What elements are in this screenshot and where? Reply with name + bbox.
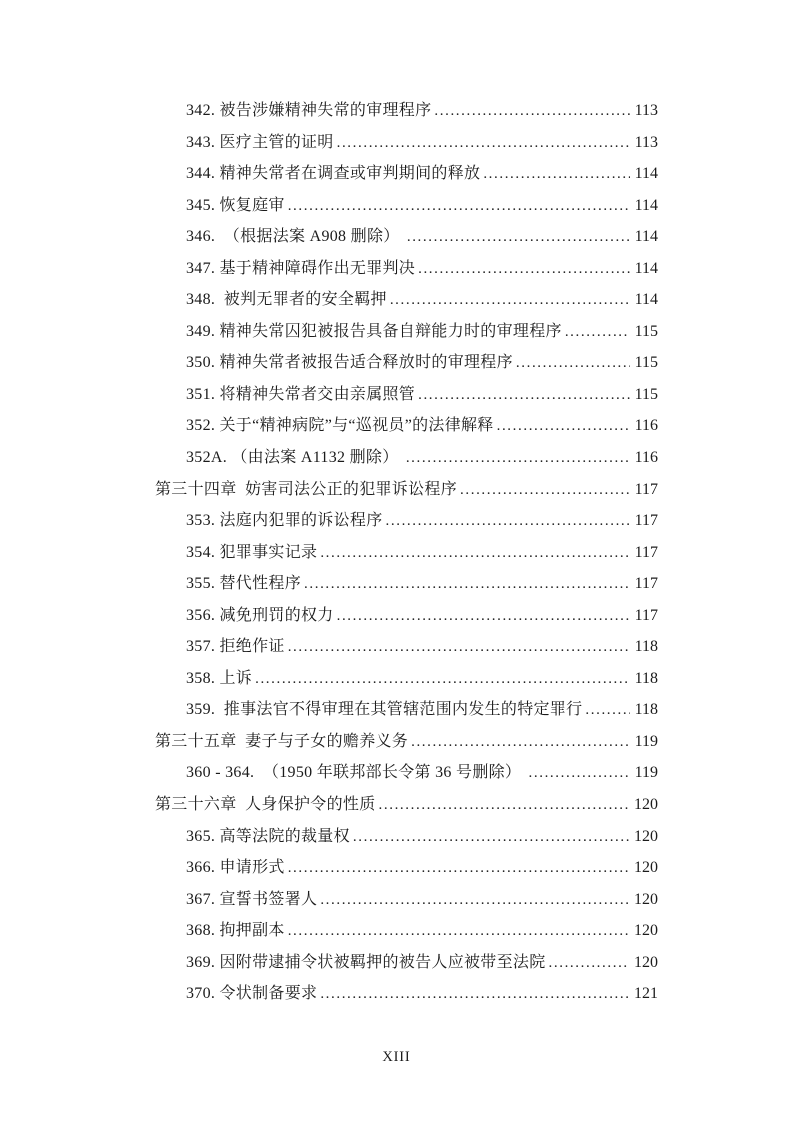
dot-leader	[460, 474, 630, 507]
table-of-contents	[155, 95, 658, 1010]
toc-page-number: 115	[634, 354, 658, 372]
dot-leader	[353, 821, 629, 854]
toc-entry-row	[155, 821, 658, 853]
toc-entry-text: 344. 精神失常者在调查或审判期间的释放	[186, 165, 481, 183]
toc-page-number: 116	[634, 449, 658, 467]
page-footer-number: XIII	[382, 1049, 411, 1065]
toc-chapter-row	[155, 726, 658, 758]
toc-entry-text: 第三十五章 妻子与子女的赡养义务	[155, 732, 409, 750]
toc-entry-row	[155, 158, 658, 190]
toc-entry-text: 366. 申请形式	[186, 859, 285, 877]
toc-entry-text: 346. （根据法案 A908 删除）	[186, 228, 404, 246]
toc-entry-text: 350. 精神失常者被报告适合释放时的审理程序	[186, 354, 513, 372]
toc-entry-row	[155, 947, 658, 979]
dot-leader	[411, 726, 629, 759]
dot-leader	[516, 347, 630, 380]
toc-page-number: 113	[634, 102, 658, 119]
dot-leader	[255, 663, 629, 696]
toc-page-number: 116	[634, 417, 658, 435]
toc-entry-text: 356. 减免刑罚的权力	[186, 606, 334, 624]
toc-entry-row	[155, 190, 658, 222]
toc-entry-text: 345. 恢复庭审	[186, 196, 285, 214]
toc-entry-row	[155, 221, 658, 253]
toc-entry-text: 348. 被判无罪者的安全羁押	[186, 291, 387, 309]
toc-page-number: 117	[634, 575, 658, 593]
toc-entry-text: 367. 宣誓书签署人	[186, 890, 318, 908]
toc-page-number: 120	[634, 922, 658, 940]
dot-leader	[585, 694, 629, 727]
toc-page-number: 118	[634, 638, 658, 656]
toc-entry-text: 353. 法庭内犯罪的诉讼程序	[186, 512, 383, 530]
toc-page-number: 119	[634, 732, 658, 750]
toc-entry-row	[155, 663, 658, 695]
toc-page-number: 117	[634, 606, 658, 624]
toc-entry-row	[155, 978, 658, 1010]
toc-entry-text: 369. 因附带逮捕令状被羁押的被告人应被带至法院	[186, 953, 546, 971]
toc-entry-row	[155, 379, 658, 411]
toc-entry-text: 365. 高等法院的裁量权	[186, 827, 350, 845]
toc-page-number: 114	[634, 228, 658, 246]
toc-entry-text: 368. 拘押副本	[186, 922, 285, 940]
toc-page-number: 118	[634, 701, 658, 719]
toc-entry-text: 354. 犯罪事实记录	[186, 543, 318, 561]
toc-page-number: 117	[634, 480, 658, 498]
dot-leader	[320, 537, 629, 570]
toc-page-number: 118	[634, 669, 658, 687]
toc-entry-text: 370. 令状制备要求	[186, 985, 318, 1003]
toc-entry-row	[155, 442, 658, 474]
dot-leader	[386, 505, 630, 538]
dot-leader	[497, 410, 630, 443]
dot-leader	[529, 757, 630, 790]
toc-page-number: 121	[634, 985, 658, 1003]
dot-leader	[288, 631, 630, 664]
toc-entry-text: 359. 推事法官不得审理在其管辖范围内发生的特定罪行	[186, 701, 583, 719]
toc-entry-text: 351. 将精神失常者交由亲属照管	[186, 385, 416, 403]
dot-leader	[549, 947, 629, 980]
dot-leader	[406, 442, 630, 475]
toc-page-number: 114	[634, 196, 658, 214]
toc-page-number: 115	[634, 385, 658, 403]
dot-leader	[434, 95, 629, 128]
toc-page-number: 114	[634, 165, 658, 183]
toc-chapter-row	[155, 474, 658, 506]
toc-page-number: 120	[634, 859, 658, 877]
toc-entry-row	[155, 410, 658, 442]
toc-page-number: 119	[634, 764, 658, 782]
toc-page-number: 117	[634, 543, 658, 561]
dot-leader	[418, 379, 629, 412]
toc-page-number: 120	[634, 796, 658, 814]
toc-entry-text: 343. 医疗主管的证明	[186, 133, 334, 151]
toc-entry-text: 352A. （由法案 A1132 删除）	[186, 449, 403, 467]
dot-leader	[379, 789, 629, 822]
toc-entry-text: 355. 替代性程序	[186, 575, 302, 593]
toc-page-number: 113	[634, 133, 658, 151]
toc-entry-text: 第三十四章 妨害司法公正的犯罪诉讼程序	[155, 480, 458, 498]
toc-entry-text: 357. 拒绝作证	[186, 638, 285, 656]
dot-leader	[337, 127, 630, 160]
toc-entry-row	[155, 347, 658, 379]
toc-page-number: 115	[634, 322, 658, 340]
dot-leader	[418, 253, 629, 286]
dot-leader	[288, 190, 630, 223]
toc-entry-text: 347. 基于精神障碍作出无罪判决	[186, 259, 416, 277]
toc-chapter-row	[155, 789, 658, 821]
toc-entry-row	[155, 284, 658, 316]
toc-page-number: 120	[634, 827, 658, 845]
toc-entry-row	[155, 505, 658, 537]
toc-page-number: 114	[634, 259, 658, 277]
toc-entry-text: 342. 被告涉嫌精神失常的审理程序	[186, 102, 432, 119]
toc-entry-row	[155, 600, 658, 632]
toc-entry-row	[155, 852, 658, 884]
toc-entry-row	[155, 253, 658, 285]
dot-leader	[565, 316, 630, 349]
dot-leader	[390, 284, 630, 317]
dot-leader	[320, 884, 629, 917]
toc-entry-row	[155, 95, 658, 127]
toc-entry-row	[155, 884, 658, 916]
dot-leader	[288, 852, 629, 885]
dot-leader	[288, 915, 629, 948]
dot-leader	[337, 600, 630, 633]
toc-page-number: 120	[634, 890, 658, 908]
toc-entry-row	[155, 694, 658, 726]
dot-leader	[483, 158, 629, 191]
toc-page-number: 120	[634, 953, 658, 971]
dot-leader	[304, 568, 630, 601]
toc-page-number: 114	[634, 291, 658, 309]
toc-entry-row	[155, 568, 658, 600]
toc-entry-text: 第三十六章 人身保护令的性质	[155, 796, 376, 814]
toc-entry-row	[155, 537, 658, 569]
toc-entry-row	[155, 757, 658, 789]
toc-entry-text: 358. 上诉	[186, 669, 253, 687]
toc-entry-text: 360 - 364. （1950 年联邦部长令第 36 号删除）	[186, 764, 526, 782]
toc-entry-row	[155, 915, 658, 947]
toc-entry-row	[155, 127, 658, 159]
toc-entry-row	[155, 316, 658, 348]
toc-entry-row	[155, 631, 658, 663]
toc-entry-text: 349. 精神失常囚犯被报告具备自辩能力时的审理程序	[186, 322, 562, 340]
toc-page-number: 117	[634, 512, 658, 530]
toc-entry-text: 352. 关于“精神病院”与“巡视员”的法律解释	[186, 417, 494, 435]
dot-leader	[320, 978, 629, 1011]
dot-leader	[407, 221, 630, 254]
